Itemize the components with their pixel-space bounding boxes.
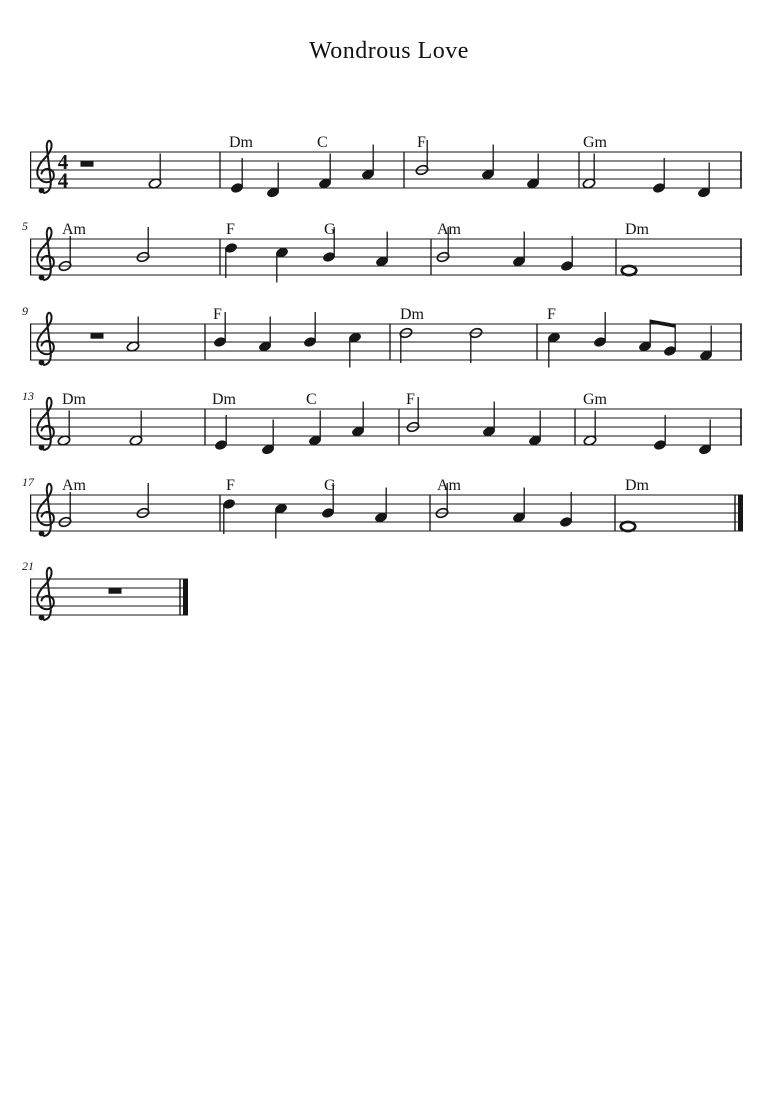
chord-label: Dm: [625, 477, 649, 494]
chord-label: Gm: [583, 134, 607, 151]
treble-clef-icon: [39, 531, 45, 537]
chord-label: F: [213, 306, 222, 323]
chord-label: F: [226, 221, 235, 238]
half-rest: [109, 588, 122, 593]
treble-clef-icon: [39, 188, 45, 194]
measure-number: 9: [22, 304, 28, 318]
time-signature-bottom: 4: [57, 168, 69, 193]
treble-clef-icon: [37, 228, 54, 280]
treble-clef-icon: [37, 313, 54, 365]
chord-label: Gm: [583, 391, 607, 408]
beam: [650, 320, 675, 328]
chord-label: Am: [62, 221, 86, 238]
page-title: Wondrous Love: [309, 38, 469, 64]
treble-clef-icon: [39, 445, 45, 451]
half-rest: [81, 161, 94, 166]
chord-label: F: [417, 134, 426, 151]
treble-clef-icon: [37, 141, 54, 193]
final-barline-thick: [738, 495, 743, 532]
chord-label: Am: [437, 221, 461, 238]
time-signature-top: 4: [57, 150, 69, 175]
chord-label: Dm: [625, 221, 649, 238]
measure-number: 21: [22, 559, 34, 573]
measure-number: 17: [22, 475, 34, 489]
chord-label: G: [324, 221, 336, 238]
treble-clef-icon: [39, 275, 45, 281]
chord-label: C: [306, 391, 317, 408]
chord-label: F: [406, 391, 415, 408]
chord-label: Dm: [229, 134, 253, 151]
chord-label: F: [547, 306, 556, 323]
chord-label: Am: [62, 477, 86, 494]
chord-label: Dm: [212, 391, 236, 408]
treble-clef-icon: [37, 484, 54, 536]
treble-clef-icon: [39, 615, 45, 621]
treble-clef-icon: [39, 360, 45, 366]
chord-label: Dm: [400, 306, 424, 323]
chord-label: Dm: [62, 391, 86, 408]
measure-number: 13: [22, 389, 34, 403]
whole-note-head: [621, 522, 636, 531]
final-barline-thick: [183, 579, 188, 616]
half-rest: [91, 333, 104, 338]
whole-note-head: [622, 266, 637, 275]
chord-label: Am: [437, 477, 461, 494]
chord-label: C: [317, 134, 328, 151]
chord-label: F: [226, 477, 235, 494]
measure-number: 5: [22, 219, 28, 233]
chord-label: G: [324, 477, 336, 494]
treble-clef-icon: [37, 398, 54, 450]
treble-clef-icon: [37, 568, 54, 620]
